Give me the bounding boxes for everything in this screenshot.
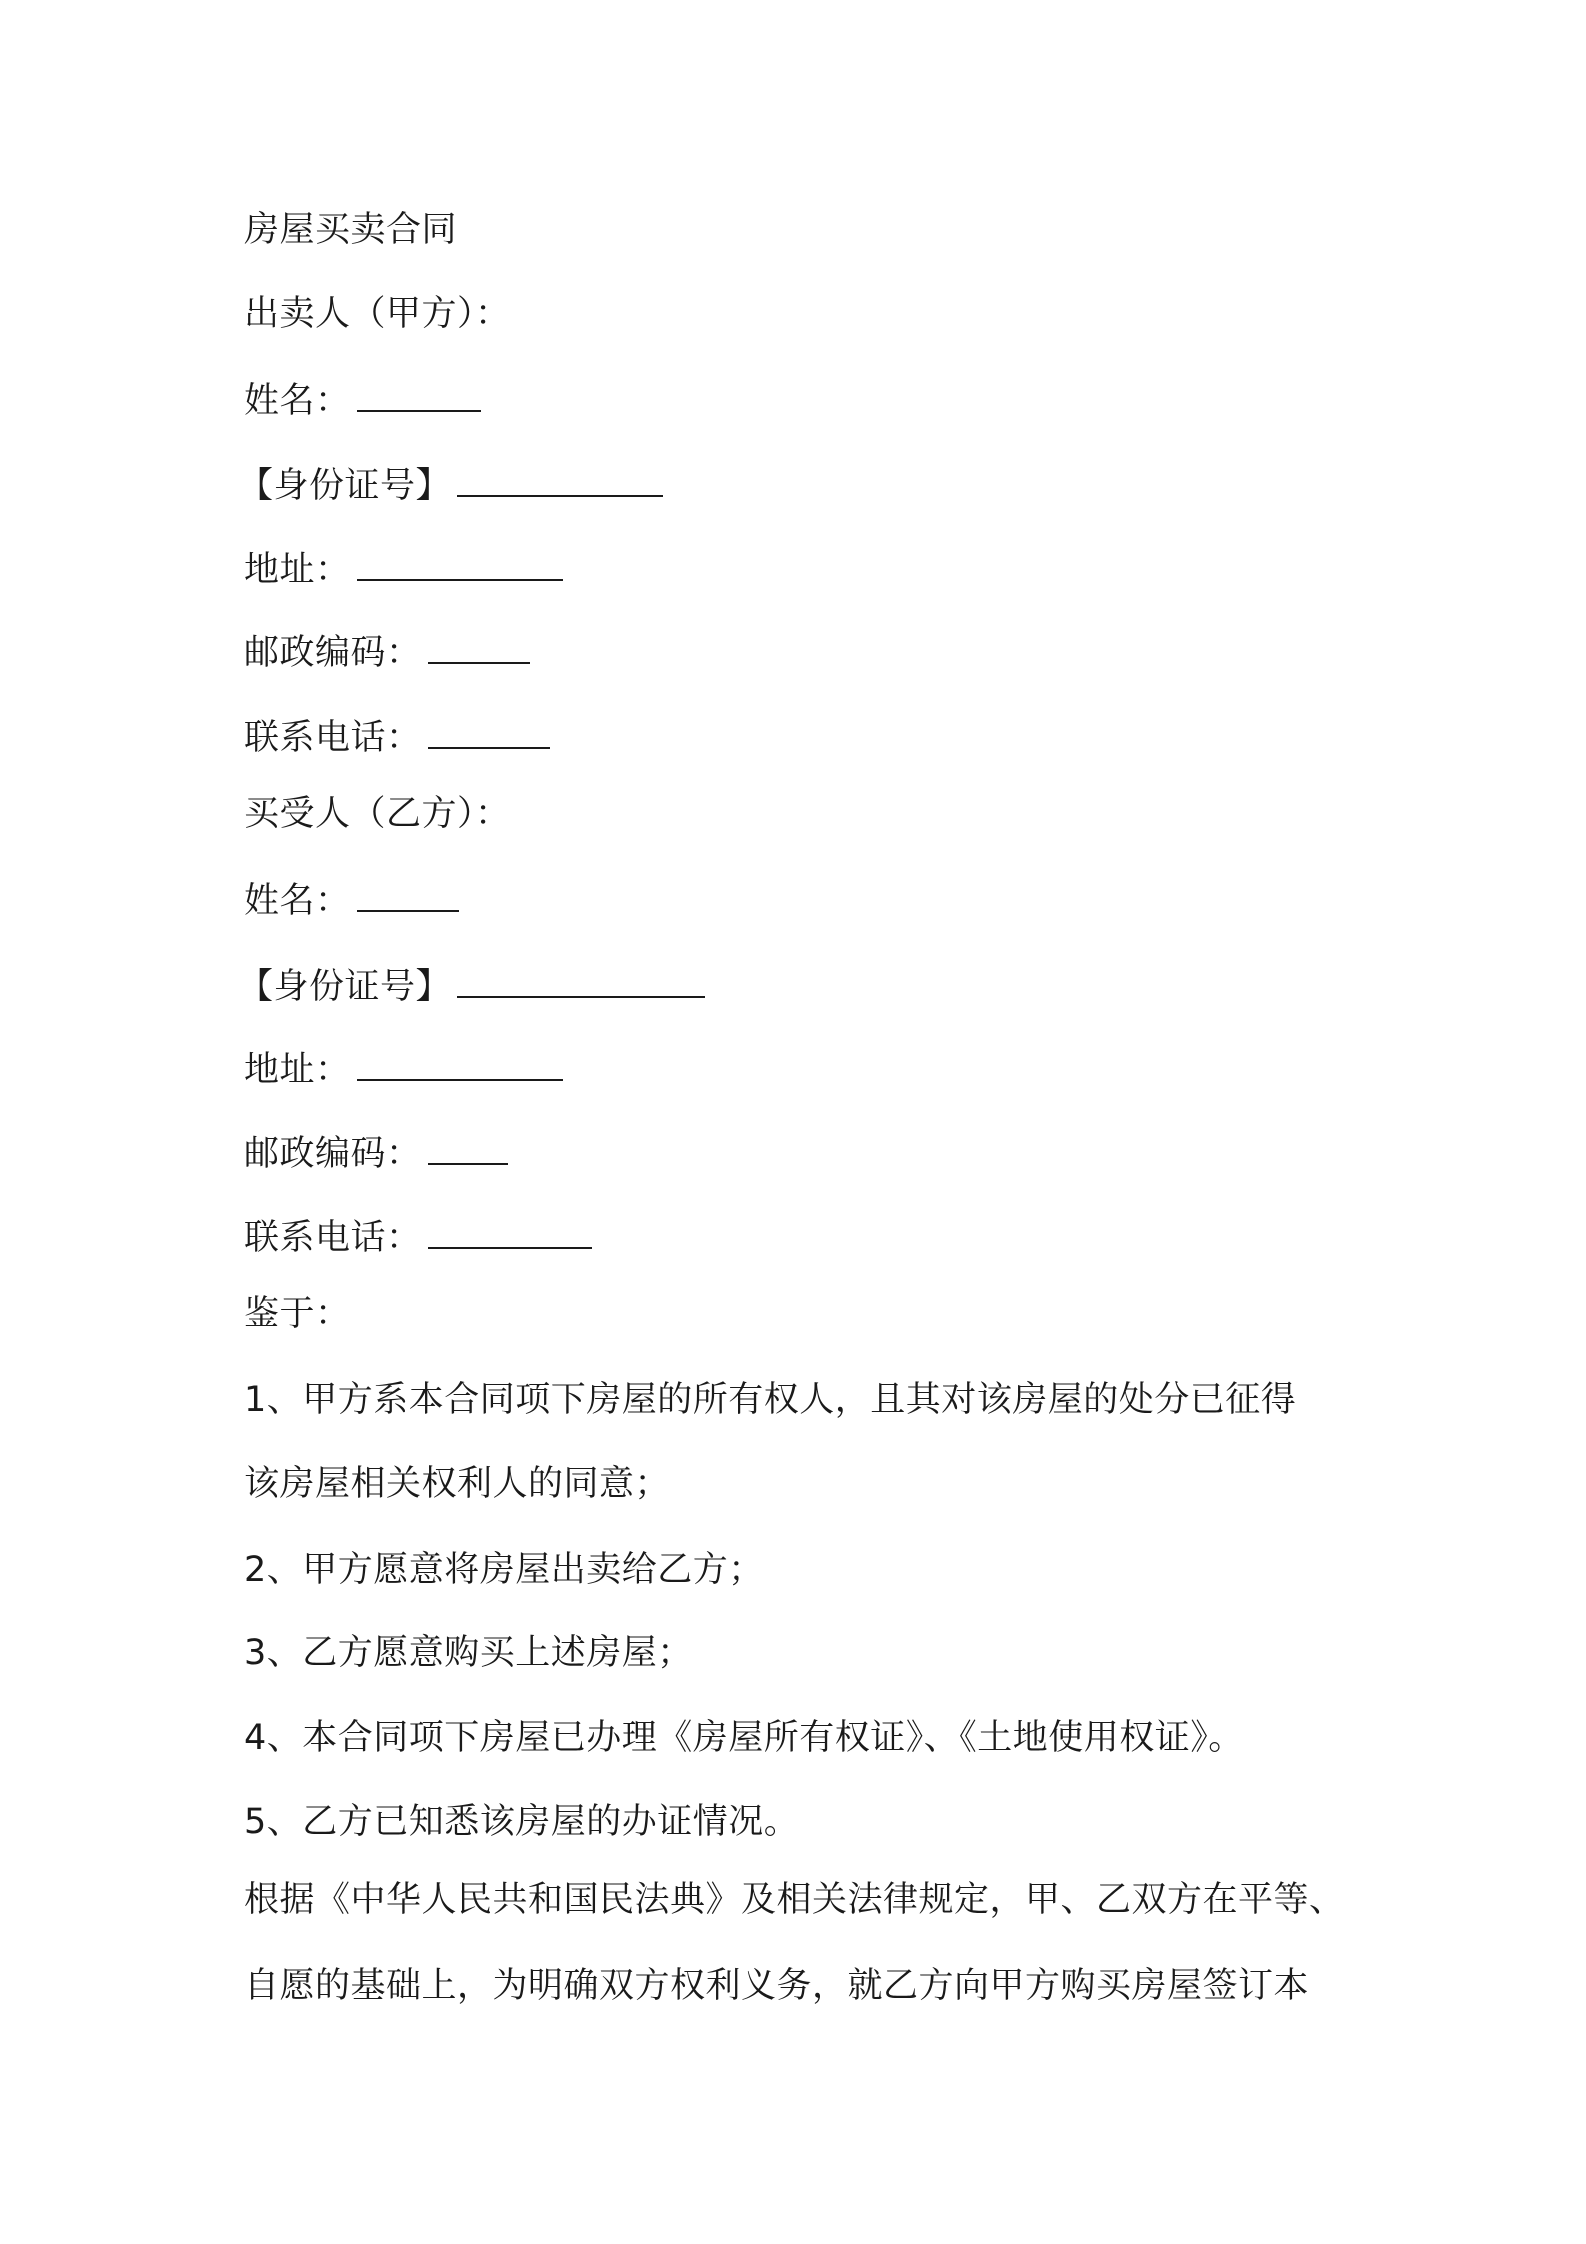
seller-name-label: 姓名： — [244, 381, 351, 421]
buyer-name-blank — [357, 876, 459, 912]
document-title: 房屋买卖合同 — [244, 210, 458, 250]
whereas-heading: 鉴于： — [244, 1294, 351, 1334]
buyer-postcode-label: 邮政编码： — [244, 1134, 422, 1174]
seller-id-blank — [457, 461, 663, 497]
seller-address-line — [244, 545, 563, 594]
buyer-id-line — [238, 962, 705, 1011]
seller-postcode-label: 邮政编码： — [244, 633, 422, 673]
seller-phone-line — [244, 713, 550, 762]
buyer-address-line — [244, 1045, 563, 1094]
seller-address-label: 地址： — [244, 550, 351, 590]
basis-paragraph-line: 自愿的基础上，为明确双方权利义务，就乙方向甲方购买房屋签订本 — [244, 1966, 1310, 2006]
clause-line: 2、甲方愿意将房屋出卖给乙方； — [244, 1550, 764, 1590]
seller-phone-label: 联系电话： — [244, 718, 422, 758]
buyer-address-label: 地址： — [244, 1050, 351, 1090]
buyer-phone-label: 联系电话： — [244, 1218, 422, 1258]
seller-name-blank — [357, 376, 481, 412]
buyer-postcode-line — [244, 1129, 508, 1178]
clause-line: 该房屋相关权利人的同意； — [244, 1464, 671, 1504]
seller-postcode-blank — [428, 628, 530, 664]
buyer-postcode-blank — [428, 1129, 508, 1165]
clause-line: 1、甲方系本合同项下房屋的所有权人，且其对该房屋的处分已征得 — [244, 1380, 1297, 1420]
seller-name-line — [244, 376, 481, 425]
buyer-address-blank — [357, 1045, 563, 1081]
buyer-id-label: 【身份证号】 — [238, 967, 452, 1007]
buyer-phone-blank — [428, 1213, 592, 1249]
buyer-name-line — [244, 876, 459, 925]
basis-paragraph-line: 根据《中华人民共和国民法典》及相关法律规定，甲、乙双方在平等、 — [244, 1880, 1345, 1920]
seller-id-line — [238, 461, 663, 510]
buyer-name-label: 姓名： — [244, 881, 351, 921]
clause-line: 4、本合同项下房屋已办理《房屋所有权证》、《土地使用权证》。 — [244, 1718, 1244, 1758]
seller-heading: 出卖人（甲方）： — [244, 294, 511, 334]
seller-address-blank — [357, 545, 563, 581]
seller-phone-blank — [428, 713, 550, 749]
clause-line: 5、乙方已知悉该房屋的办证情况。 — [244, 1802, 800, 1842]
seller-postcode-line — [244, 628, 530, 677]
buyer-phone-line — [244, 1213, 592, 1262]
buyer-id-blank — [457, 962, 705, 998]
clause-line: 3、乙方愿意购买上述房屋； — [244, 1633, 693, 1673]
seller-id-label: 【身份证号】 — [238, 466, 452, 506]
buyer-heading: 买受人（乙方）： — [244, 794, 511, 834]
